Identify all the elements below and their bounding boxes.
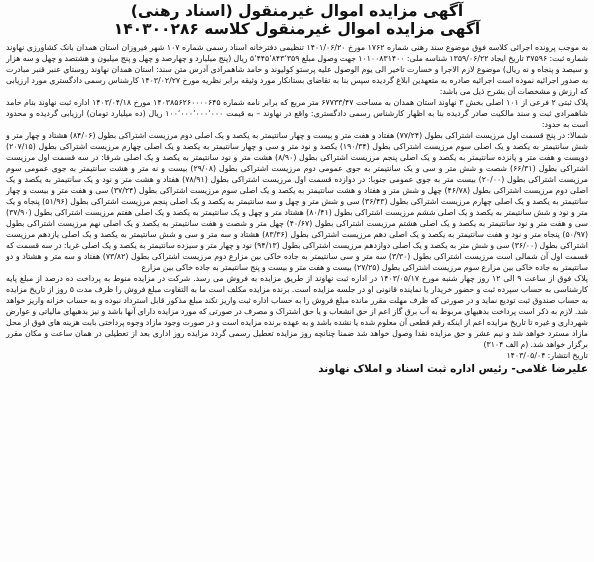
- conditions-paragraph: پلاک فوق از ساعت ۹ الی ۱۲ روز چهار شنبه مورخ ۱۴۰۳/۰۵/۱۷ در اداره ثبت نهاوند از طریق مزایده به فروش می رسد. شرکت در مزایده منوط به پرداخت ده درصد از مبلغ پایه کارشناسی به حساب سپرده ثبت و حضور خریدار یا نماینده قانونی او در جلسه مزایده است. برنده مزایده مکلف است ما به التفاوت مبلغ فروش را ظرف مدت ۵ روز از تاریخ مزایده به حساب صندوق ثبت تودیع نماید و در صورتی که ظرف مهلت مقرر مانده مبلغ فروش را به حساب اداره ثبت واریز نکند مبلغ مذکور قابل استرداد نبوده و به حساب خزانه واریز خواهد شد. لازم به ذکر است پرداخت بدهیهای مربوط به آب برق گاز اعم از حق انشعاب و یا حق اشتراک و مصرف در صورتی که مورد مزایده دارای آنها باشد و نیز بدهیهای مالیاتی و عوارض شهرداری و غیره تا تاریخ مزایده اعم از اینکه رقم قطعی آن معلوم شده یا نشده باشد و به عهده برنده مزایده است و در صورت وجود مازاد وجوه پرداختی بابت هزینه های فوق از محل مازاد مسترد خواهد شد و نیم عشر و حق مزایده نقدا وصول خواهد شد ضمنا چنانچه روز مزایده تعطیل رسمی گردد مزایده روز اداری بعد از تعطیلی در همان ساعت و مکان مقرر برگزار خواهد شد. (م الف ۳۱۰۴): [6, 273, 588, 349]
- notice-title: آگهی مزایده اموال غیرمنقول (اسناد رهنی): [130, 2, 464, 20]
- signature: علیرضا غلامی- رئیس اداره ثبت اسناد و املاک نهاوند: [318, 362, 588, 375]
- intro-paragraph: به موجب پرونده اجرائی کلاسه فوق موضوع سند رهنی شماره ۱۷۶۲ مورخ ۱۴۰۱/۰۶/۲۰ تنظیمی دفترخانه اسناد رسمی شماره ۱۰۷ شهر فیروزان استان همدان بانک کشاورزی نهاوند شماره ثبت: ۳۷۵۹۶ تاریخ ایجاد ۱۳۵۹/۰۶/۲۲ شناسه ملی: ۱۰۱۰۰۸۳۱۴۰۰ جهت وصول مبلغ ۵٬۴۴۵٬۸۴۳٬۳۵۹ ریال (پنج میلیارد و چهارصد و چهل و پنج میلیون و هشتصد و چهل و سه هزار و سیصد و پنجاه و نه ریال) موضوع لازم الاجرا و خسارت تاخیر الی یوم الوصول علیه پرستو کولیوند و حامد شاهمرادی آدرس متن سند: استان همدان نهاوند روستای عنبر قنبر مبادرت به صدور اجرائیه نموده است اجرائیه صادره به متعهدین ابلاغ گردیده سپس بنا به تقاضای بستانکار مورد وثیقه برابر نظریه مورخ ۱۴۰۳/۰۲/۲۷ کارشناس رسمی دادگستری مورد ارزیابی که ارزش و مشخصات آن بشرح ذیل می باشد:: [6, 42, 589, 96]
- notice-subtitle: آگهی مزایده اموال غیرمنقول کلاسه ۱۴۰۳۰۰۲۸۶: [113, 19, 481, 38]
- property-paragraph: پلاک ثبتی ۲ فرعی از ۱۰۱ اصلی بخش ۳ نهاوند استان همدان به مساحت ۶۷۷۳۳/۴۷ متر مربع که برابر نامه شماره ۱۴۰۳۸۵۶۲۶۰۰۰۰۶۴۵ مورخ ۱۴۰۳/۰۴/۱۸ اداره ثبت نهاوند بنام حامد شاهمرادی ثبت و سند مالکیت صادر گردیده بنا به اظهار کارشناس رسمی دادگستری: واقع در نهاوند – به قیمت ۱۰۰٬۰۰۰٬۰۰۰٬۰۰۰ ریال (ده میلیارد تومان) ارزیابی گردیده و محدود است به حدود:: [6, 97, 589, 129]
- publish-date: تاریخ انتشار: ۱۴۰۳/۰۵/۰۴: [506, 350, 588, 360]
- boundaries-paragraph: شمالا: در پنج قسمت اول مرزیست اشتراکی بطول (۷۷/۲۴) هفتاد و هفت متر و بیست و چهار سانتیمتر به یکصد و یک اصلی دوم مرزیست اشتراکی بطول (۸۴/۰۶) هشتاد و چهار متر و شش سانتیمتر به یکصد و یک اصلی سوم مرزیست اشتراکی بطول (۱۹۰/۳۴) یکصد و نود متر و سی و چهار سانتیمتر به یکصد و یک اصلی چهارم مرزیست اشتراکی بطول (۲۰۷/۱۵) دویست و هفت متر و پانزده سانتیمتر به یکصد و یک اصلی پنجم مرزیست اشتراکی بطول (۸/۹۰) هشت متر و نود سانتیمتر به یکصد و یک اصلی شرقا: در سه قسمت اول مرزیست اشتراکی بطول (۶۶/۳۱) شصت و شش متر و سی و یک سانتیمتر به جوی عمومی دوم مرزیست اشتراکی بطول (۲۹/۰۸) بیست و نه متر و هشت سانتیمتر به جوی عمومی سوم مرزیست اشتراکی بطول (۲۰/۰۰) بیست متر به جوی عمومی جنوبا: در دوازده قسمت اول مرزیست اشتراکی بطول (۷۸/۹۱) هفتاد و هشت متر و نود و یک سانتیمتر به یکصد و یک اصلی دوم مرزیست اشتراکی بطول (۴۶/۷۸) چهل و شش متر و هفتاد و هشت سانتیمتر به یکصد و یک اصلی سوم مرزیست اشتراکی بطول (۳۷/۲۴) سی و هفت متر و بیست و چهار سانتیمتر به یکصد و یک اصلی چهارم مرزیست اشتراکی بطول (۳۶/۴۳) سی و شش متر و چهل و سه سانتیمتر به یکصد و یک اصلی پنجم مرزیست اشتراکی بطول (۵۱/۹۶) پنجاه و یک متر و نود و شش سانتیمتر به یکصد و یک اصلی ششم مرزیست اشتراکی بطول (۸۰/۴۱) هشتاد متر و چهل و یک سانتیمتر به یکصد و یک اصلی هفتم مرزیست اشتراکی بطول (۳۷/۹۰) سی و هفت متر و نود سانتیمتر به یکصد و یک اصلی هشتم مرزیست اشتراکی بطول (۴۰/۶۷) چهل متر و شصت و هفت سانتیمتر به یکصد و یک اصلی نهم مرزیست اشتراکی بطول (۵۰/۹۷) پنجاه متر و نود و هفت سانتیمتر به یکصد و یک اصلی دهم مرزیست اشتراکی بطول (۸۳/۳۶) هشتاد و سه متر و سی و شش سانتیمتر به یکصد و یک اصلی یازدهم مرزیست اشتراکی بطول (۳۶/۰۰) سی و شش متر به یکصد و یک اصلی دوازدهم مرزیست اشتراکی بطول (۹۴/۱۳) نود و چهار متر و سیزده سانتیمتر به یکصد و یک اصلی غربا: در سه قسمت که قسمت اول آن شمالی است مرزیست اشتراکی بطول (۳/۳۰) سه متر و سی سانتیمتر به جاده خاکی بین مزارع دوم مرزیست اشتراکی بطول (۷۳/۸۲) هفتاد و سه متر و هشتاد و دو سانتیمتر به جاده خاکی بین مزارع سوم مرزیست اشتراکی بطول (۲۷/۲۵) بیست و هفت متر و بیست و پنج سانتیمتر به جاده خاکی بین مزارع: [6, 130, 589, 272]
